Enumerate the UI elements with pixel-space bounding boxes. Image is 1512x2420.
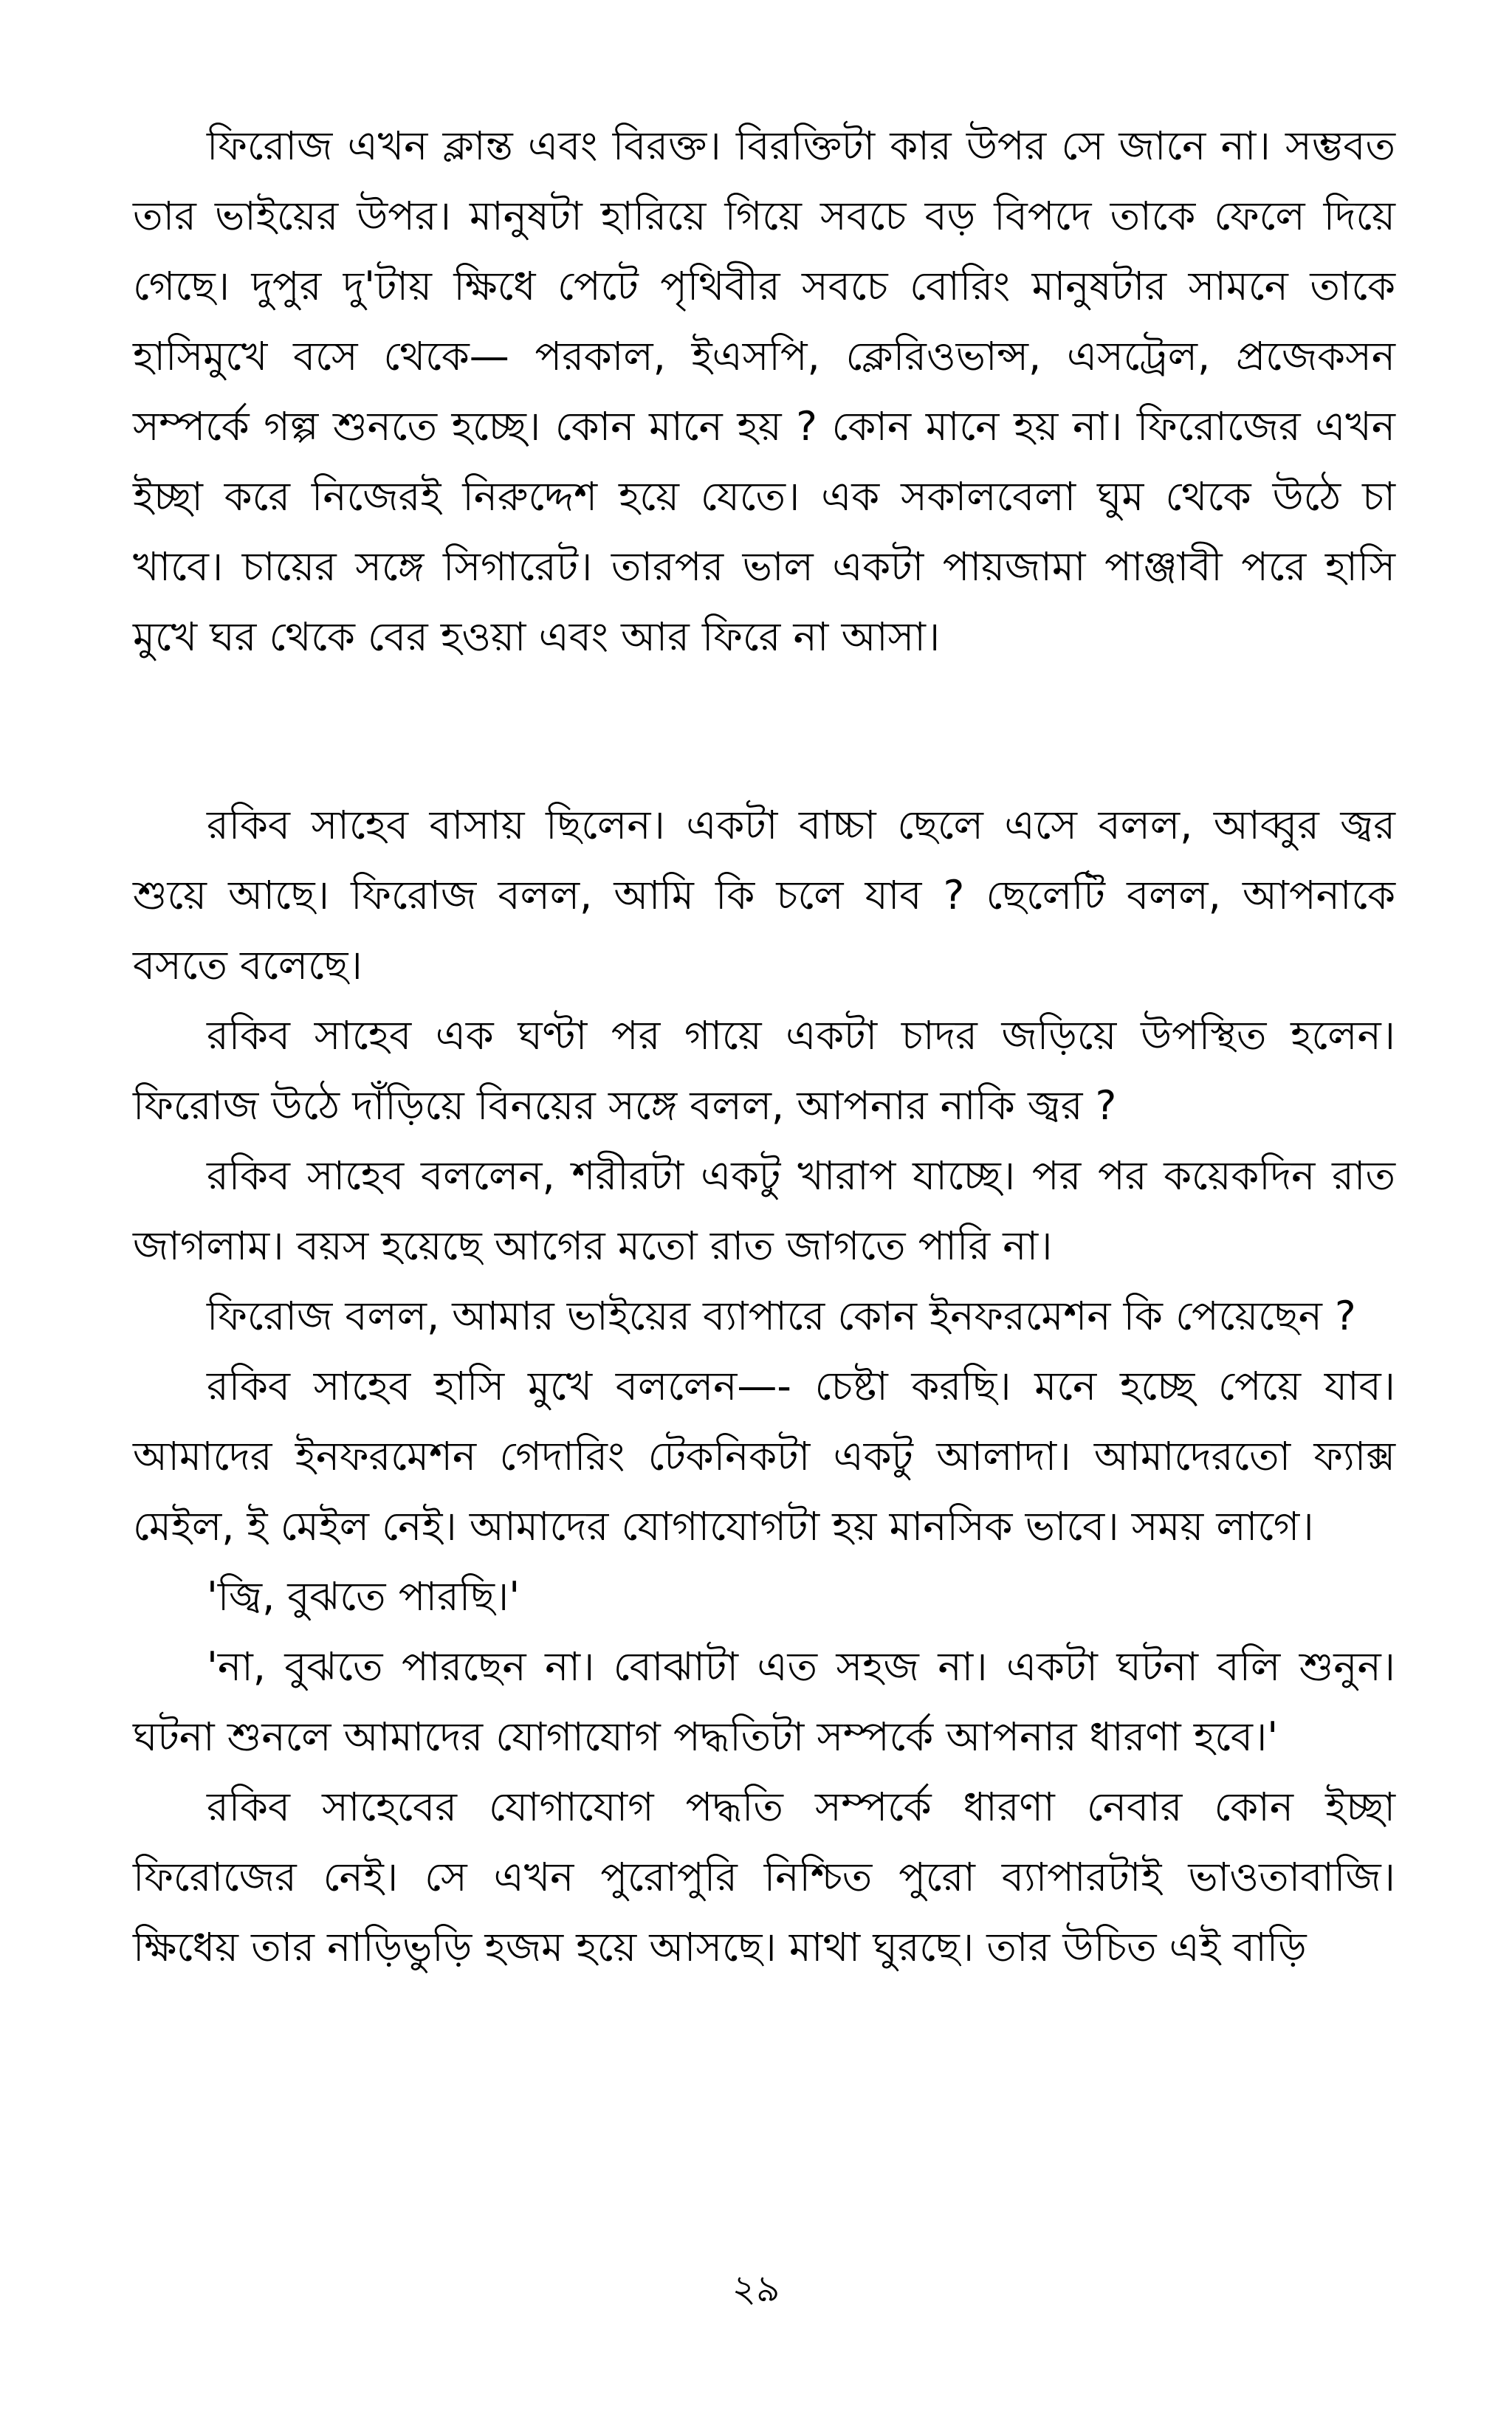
section-first <box>133 111 1395 672</box>
paragraph-3: রকিব সাহেব এক ঘণ্টা পর গায়ে একটা চাদর জড়িয়ে উপস্থিত হলেন। ফিরোজ উঠে দাঁড়িয়ে বিনয়ের সঙ্গে বলল, আপনার নাকি জ্বর ? <box>133 1012 1395 1129</box>
paragraph-5: ফিরোজ বলল, আমার ভাইয়ের ব্যাপারে কোন ইনফরমেশন কি পেয়েছেন ? <box>207 1293 1356 1339</box>
paragraph-8: 'না, বুঝতে পারছেন না। বোঝাটা এত সহজ না। একটা ঘটনা বলি শুনুন। ঘটনা শুনলে আমাদের যোগাযোগ পদ্ধতিটা সম্পর্কে আপনার ধারণা হবে।' <box>133 1643 1395 1760</box>
paragraph-2: রকিব সাহেব বাসায় ছিলেন। একটা বাচ্চা ছেলে এসে বলল, আব্বুর জ্বর শুয়ে আছে। ফিরোজ বলল, আমি কি চলে যাব ? ছেলেটি বলল, আপনাকে বসতে বলেছে। <box>133 802 1395 989</box>
paragraph-1: ফিরোজ এখন ক্লান্ত এবং বিরক্ত। বিরক্তিটা কার উপর সে জানে না। সম্ভবত তার ভাইয়ের উপর। মানুষটা হারিয়ে গিয়ে সবচে বড় বিপদে তাকে ফেলে দিয়ে গেছে। দুপুর দু'টায় ক্ষিধে পেটে পৃথিবীর সবচে বোরিং মানুষটার সামনে তাকে হাসিমুখে বসে থেকে— পরকাল, ইএসপি, ক্লেরিওভান্স, এসট্রেল, প্রজেকসন সম্পর্কে গল্প শুনতে হচ্ছে। কোন মানে হয় ? কোন মানে হয় না। ফিরোজের এখন ইচ্ছা করে নিজেরই নিরুদ্দেশ হয়ে যেতে। এক সকালবেলা ঘুম থেকে উঠে চা খাবে। চায়ের সঙ্গে সিগারেট। তারপর ভাল একটা পায়জামা পাঞ্জাবী পরে হাসি মুখে ঘর থেকে বের হওয়া এবং আর ফিরে না আসা। <box>133 123 1395 660</box>
page-number: ২৯ <box>732 2267 780 2310</box>
paragraph-4: রকিব সাহেব বললেন, শরীরটা একটু খারাপ যাচ্ছে। পর পর কয়েকদিন রাত জাগলাম। বয়স হয়েছে আগের মতো রাত জাগতে পারি না। <box>133 1152 1395 1269</box>
section-second <box>133 790 1395 1982</box>
paragraph-6: রকিব সাহেব হাসি মুখে বললেন—- চেষ্টা করছি। মনে হচ্ছে পেয়ে যাব। আমাদের ইনফরমেশন গেদারিং টেকনিকটা একটু আলাদা। আমাদেরতো ফ্যাক্স মেইল, ই মেইল নেই। আমাদের যোগাযোগটা হয় মানসিক ভাবে। সময় লাগে। <box>133 1363 1395 1550</box>
paragraph-7: 'জ্বি, বুঝতে পারছি।' <box>207 1573 520 1620</box>
paragraph-9: রকিব সাহেবের যোগাযোগ পদ্ধতি সম্পর্কে ধারণা নেবার কোন ইচ্ছা ফিরোজের নেই। সে এখন পুরোপুরি নিশ্চিত পুরো ব্যাপারটাই ভাওতাবাজি। ক্ষিধেয় তার নাড়িভুড়ি হজম হয়ে আসছে। মাথা ঘুরছে। তার উচিত এই বাড়ি <box>133 1784 1395 1970</box>
